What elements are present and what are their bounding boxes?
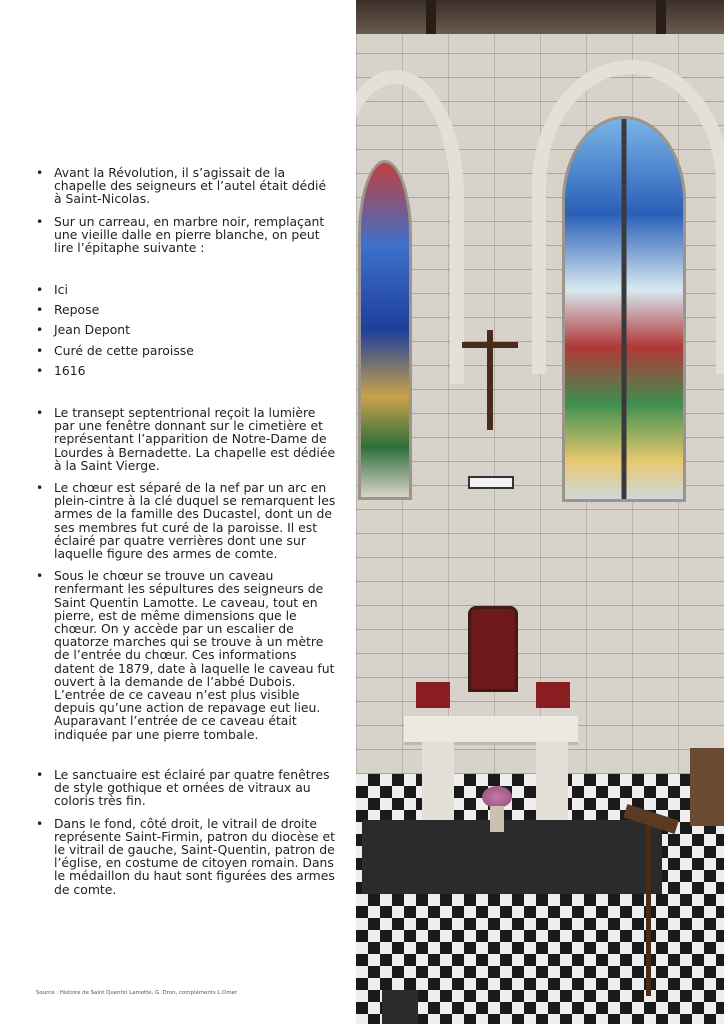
list-item: • Sous le chœur se trouve un caveau renfermant les sépultures des seigneurs de Saint Quentin Lamotte. Le caveau, tout en pierre, est de même dimensions que le chœur. On y accède par un escalier de quatorze marches qui se trouve à un mètre de l’entrée du chœur. Ces informations datent de 1879, date à laquelle le caveau fut ouvert à la demande de l’abbé Dubois. L’entrée de ce caveau n’est plus visible depuis qu’une action de repavage eut lieu. Auparavant l’entrée de ce caveau était indiquée par une pierre tombale. xyxy=(36,569,336,741)
altar xyxy=(404,716,578,745)
stained-glass-window-left xyxy=(358,160,412,500)
sanctuary-dais xyxy=(362,820,662,894)
list-item: • Le sanctuaire est éclairé par quatre fenêtres de style gothique et ornées de vitraux au coloris très fin. xyxy=(36,768,336,808)
epitaph-line: • Curé de cette paroisse xyxy=(36,344,336,357)
altar-pillar-right xyxy=(536,742,568,820)
list-item: • Le chœur est séparé de la nef par un arc en plein-cintre à la clé duquel se remarquent les armes de la famille des Ducastel, dont un de ses membres fut curé de la paroisse. Il est éclairé par quatre verrières dont une sur laquelle figure des armes de comte. xyxy=(36,481,336,560)
celebrant-chair xyxy=(468,606,518,692)
list-item: • Dans le fond, côté droit, le vitrail de droite représente Saint-Firmin, patron du diocèse et le vitrail de gauche, Saint-Quentin, patron de l’église, en costume de citoyen romain. Dans le médaillon du haut sont figurées des armes de comte. xyxy=(36,817,336,896)
list-item: • Sur un carreau, en marbre noir, remplaçant une vieille dalle en pierre blanche, on peut lire l’épitaphe suivante : xyxy=(36,215,336,255)
source-note: Source : Histoire de Saint Quentin Lamotte, G. Dron, compléments L.Omer xyxy=(36,990,238,996)
epitaph-list xyxy=(36,283,336,384)
description-list xyxy=(36,406,336,750)
ceiling-beams xyxy=(356,0,724,34)
list-item: • Avant la Révolution, il s’agissait de la chapelle des seigneurs et l’autel était dédié à Saint-Nicolas. xyxy=(36,166,336,206)
lectern-stand xyxy=(646,826,651,996)
epitaph-line: • Ici xyxy=(36,283,336,296)
vase xyxy=(490,806,504,832)
intro-list xyxy=(36,166,336,263)
epitaph-line: • Jean Depont xyxy=(36,323,336,336)
epitaph-line: • 1616 xyxy=(36,364,336,377)
epitaph-line: • Repose xyxy=(36,303,336,316)
crucifix-arm xyxy=(462,342,518,348)
flower-bouquet xyxy=(482,786,512,808)
sanctuary-list xyxy=(36,768,336,905)
wooden-cabinet xyxy=(690,748,724,826)
stool-left xyxy=(416,682,450,708)
church-photo xyxy=(356,0,724,1024)
altar-pillar-left xyxy=(422,742,454,820)
wall-plaque xyxy=(468,476,514,489)
bucket xyxy=(382,990,418,1024)
text-column xyxy=(0,0,356,1024)
stool-right xyxy=(536,682,570,708)
list-item: • Le transept septentrional reçoit la lumière par une fenêtre donnant sur le cimetière et représentant l’apparition de Notre-Dame de Lourdes à Bernadette. La chapelle est dédiée à la Saint Vierge. xyxy=(36,406,336,472)
stained-glass-window-right xyxy=(562,116,686,502)
